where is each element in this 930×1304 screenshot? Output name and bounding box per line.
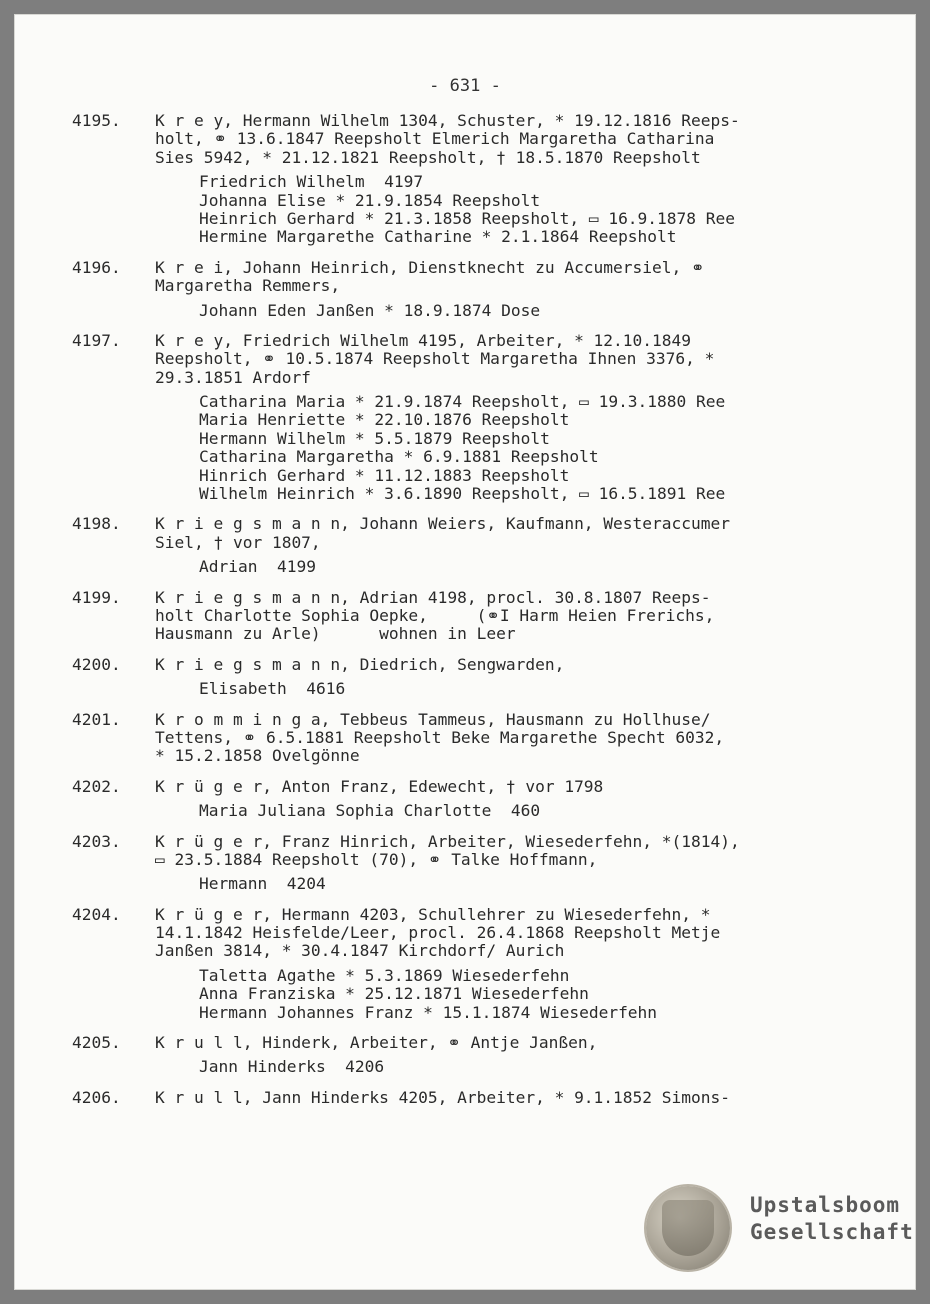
child-item: Jann Hinderks 4206 (199, 1057, 385, 1077)
entry-line: holt Charlotte Sophia Oepke, (⚭I Harm Heien Frerichs, (155, 605, 715, 625)
children-list (14, 393, 916, 503)
entry-line: holt, ⚭ 13.6.1847 Reepsholt Elmerich Margaretha Catharina (155, 129, 715, 149)
child-item: Maria Henriette * 22.10.1876 Reepsholt (199, 410, 570, 430)
entry-line: K r i e g s m a n n, Adrian 4198, procl. 30.8.1807 Reeps- (155, 587, 711, 607)
child-item: Hermine Margarethe Catharine * 2.1.1864 Reepsholt (199, 227, 677, 247)
logo-text (750, 1192, 914, 1246)
child-item: Maria Juliana Sophia Charlotte 460 (199, 801, 541, 821)
entry-line: Sies 5942, * 21.12.1821 Reepsholt, † 18.5.1870 Reepsholt (155, 147, 701, 167)
entry-line: Siel, † vor 1807, (155, 532, 321, 552)
entry-text (155, 515, 916, 552)
genealogy-entry (14, 656, 916, 699)
document-page (14, 14, 916, 1290)
entry-line: K r e y, Hermann Wilhelm 1304, Schuster, * 19.12.1816 Reeps- (155, 111, 740, 130)
children-list (14, 875, 916, 893)
entry-line: K r u l l, Hinderk, Arbeiter, ⚭ Antje Janßen, (155, 1033, 598, 1053)
entry-text (155, 833, 916, 870)
entry-text (155, 112, 916, 167)
entry-number: 4195. (72, 111, 121, 130)
child-item: Elisabeth 4616 (199, 679, 346, 699)
entry-line: Hausmann zu Arle) wohnen in Leer (155, 624, 516, 644)
entry-text (155, 711, 916, 766)
children-list (14, 1058, 916, 1076)
children-list (14, 802, 916, 820)
genealogy-entry (14, 833, 916, 894)
child-item: Hermann 4204 (199, 874, 326, 894)
genealogy-entry (14, 589, 916, 644)
genealogy-entry (14, 112, 916, 247)
entry-number: 4204. (72, 904, 121, 924)
child-item: Wilhelm Heinrich * 3.6.1890 Reepsholt, ▭ 16.5.1891 Ree (199, 484, 726, 504)
entry-line: Margaretha Remmers, (155, 276, 341, 296)
genealogy-entry (14, 1034, 916, 1077)
child-item: Hermann Wilhelm * 5.5.1879 Reepsholt (199, 428, 550, 448)
genealogy-entry-list (14, 112, 916, 1119)
entry-line: ▭ 23.5.1884 Reepsholt (70), ⚭ Talke Hoffmann, (155, 849, 598, 869)
entry-number: 4201. (72, 709, 121, 729)
entry-line: 29.3.1851 Ardorf (155, 367, 311, 387)
child-item: Friedrich Wilhelm 4197 (199, 172, 424, 192)
entry-text (155, 656, 916, 674)
genealogy-entry (14, 332, 916, 504)
entry-number: 4203. (72, 831, 121, 851)
child-item: Taletta Agathe * 5.3.1869 Wiesederfehn (199, 965, 570, 985)
entry-number: 4202. (72, 776, 121, 796)
child-item: Adrian 4199 (199, 557, 316, 577)
children-list (14, 967, 916, 1022)
entry-number: 4198. (72, 514, 121, 534)
children-list (14, 680, 916, 698)
entry-line: K r e y, Friedrich Wilhelm 4195, Arbeiter, * 12.10.1849 (155, 330, 692, 350)
entry-number: 4205. (72, 1033, 121, 1053)
entry-text (155, 332, 916, 387)
entry-line: K r u l l, Jann Hinderks 4205, Arbeiter, * 9.1.1852 Simons- (155, 1087, 730, 1107)
entry-line: K r ü g e r, Anton Franz, Edewecht, † vor 1798 (155, 776, 604, 796)
child-item: Anna Franziska * 25.12.1871 Wiesederfehn (199, 984, 589, 1004)
children-list (14, 173, 916, 247)
child-item: Johann Eden Janßen * 18.9.1874 Dose (199, 300, 541, 320)
child-item: Catharina Maria * 21.9.1874 Reepsholt, ▭ 19.3.1880 Ree (199, 392, 726, 412)
entry-line: K r ü g e r, Hermann 4203, Schullehrer zu Wiesederfehn, * (155, 904, 711, 924)
entry-text (155, 589, 916, 644)
entry-line: Tettens, ⚭ 6.5.1881 Reepsholt Beke Margarethe Specht 6032, (155, 727, 725, 747)
entry-line: K r o m m i n g a, Tebbeus Tammeus, Hausmann zu Hollhuse/ (155, 709, 711, 729)
entry-text (155, 1089, 916, 1107)
seal-icon (646, 1186, 730, 1270)
entry-number: 4196. (72, 257, 121, 277)
child-item: Catharina Margaretha * 6.9.1881 Reepsholt (199, 447, 599, 467)
entry-line: K r e i, Johann Heinrich, Dienstknecht zu Accumersiel, ⚭ (155, 257, 705, 277)
genealogy-entry (14, 515, 916, 576)
entry-line: Janßen 3814, * 30.4.1847 Kirchdorf/ Aurich (155, 941, 565, 961)
genealogy-entry (14, 711, 916, 766)
entry-line: Reepsholt, ⚭ 10.5.1874 Reepsholt Margaretha Ihnen 3376, * (155, 349, 715, 369)
entry-text (155, 778, 916, 796)
child-item: Heinrich Gerhard * 21.3.1858 Reepsholt, ▭ 16.9.1878 Ree (199, 208, 736, 228)
logo-line-1: Upstalsboom (750, 1193, 901, 1217)
genealogy-entry (14, 906, 916, 1022)
page-number: - 631 - (429, 76, 501, 96)
entry-number: 4200. (72, 654, 121, 674)
child-item: Johanna Elise * 21.9.1854 Reepsholt (199, 190, 541, 210)
entry-text (155, 259, 916, 296)
children-list (14, 558, 916, 576)
entry-line: K r i e g s m a n n, Johann Weiers, Kaufmann, Westeraccumer (155, 514, 730, 534)
entry-line: K r i e g s m a n n, Diedrich, Sengwarden, (155, 654, 565, 674)
entry-number: 4206. (72, 1087, 121, 1107)
genealogy-entry (14, 259, 916, 320)
child-item: Hinrich Gerhard * 11.12.1883 Reepsholt (199, 465, 570, 485)
entry-line: * 15.2.1858 Ovelgönne (155, 746, 360, 766)
entry-line: 14.1.1842 Heisfelde/Leer, procl. 26.4.1868 Reepsholt Metje (155, 923, 721, 943)
entry-text (155, 906, 916, 961)
entry-number: 4197. (72, 330, 121, 350)
child-item: Hermann Johannes Franz * 15.1.1874 Wiesederfehn (199, 1002, 658, 1022)
entry-text (155, 1034, 916, 1052)
genealogy-entry (14, 1089, 916, 1107)
logo-line-2: Gesellschaft (750, 1220, 914, 1244)
genealogy-entry (14, 778, 916, 821)
upstalsboom-logo (646, 1186, 914, 1278)
entry-number: 4199. (72, 587, 121, 607)
entry-line: K r ü g e r, Franz Hinrich, Arbeiter, Wiesederfehn, *(1814), (155, 831, 740, 851)
children-list (14, 302, 916, 320)
